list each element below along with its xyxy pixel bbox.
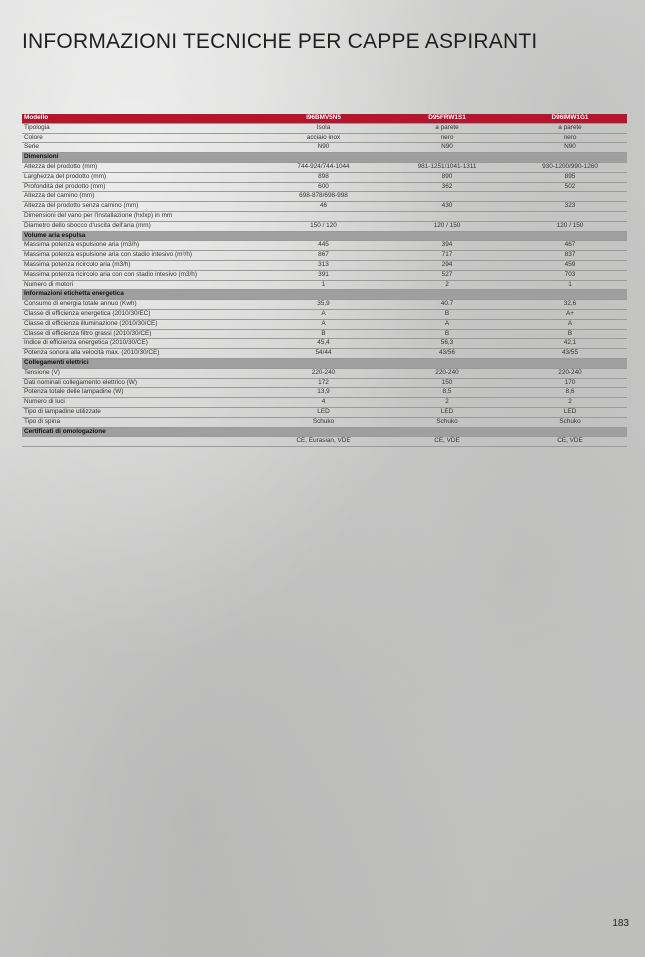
row-value: 13,9 bbox=[266, 388, 381, 398]
spec-table bbox=[22, 114, 627, 447]
table-row bbox=[22, 319, 627, 329]
section-row bbox=[22, 290, 627, 300]
row-value: 220-240 bbox=[381, 368, 513, 378]
row-value: LED bbox=[381, 407, 513, 417]
row-value: 8,5 bbox=[381, 388, 513, 398]
row-value bbox=[513, 211, 627, 221]
row-label: Massima potenza ricircolo aria (m3/h) bbox=[22, 260, 266, 270]
row-value: 8,6 bbox=[513, 388, 627, 398]
row-label: Tipo di spina bbox=[22, 417, 266, 427]
row-label: Numero di motori bbox=[22, 280, 266, 290]
row-value: 527 bbox=[381, 270, 513, 280]
table-row bbox=[22, 378, 627, 388]
row-label: Altezza del prodotto senza camino (mm) bbox=[22, 202, 266, 212]
row-value: A bbox=[266, 319, 381, 329]
row-value: A bbox=[381, 319, 513, 329]
row-value: B bbox=[266, 329, 381, 339]
row-value bbox=[381, 211, 513, 221]
row-value: 2 bbox=[513, 398, 627, 408]
row-value: 170 bbox=[513, 378, 627, 388]
row-value: nero bbox=[513, 133, 627, 143]
row-value: Schuko bbox=[381, 417, 513, 427]
row-value: CE, VDE bbox=[381, 437, 513, 447]
row-value: A bbox=[513, 319, 627, 329]
row-label bbox=[22, 437, 266, 447]
row-value: 981-1251/1041-1311 bbox=[381, 162, 513, 172]
row-value: B bbox=[381, 329, 513, 339]
row-label: Massima potenza espulsione aria (m3/h) bbox=[22, 241, 266, 251]
table-row bbox=[22, 143, 627, 153]
table-row bbox=[22, 260, 627, 270]
page-number: 183 bbox=[612, 918, 629, 929]
row-value: CE, Eurasian, VDE bbox=[266, 437, 381, 447]
row-label: Numero di luci bbox=[22, 398, 266, 408]
row-value: 744-924/744-1044 bbox=[266, 162, 381, 172]
row-value: 837 bbox=[513, 251, 627, 261]
row-value: 4 bbox=[266, 398, 381, 408]
table-row bbox=[22, 368, 627, 378]
row-value: 467 bbox=[513, 241, 627, 251]
row-value: 220-240 bbox=[513, 368, 627, 378]
row-value: a parete bbox=[381, 123, 513, 133]
row-value: 172 bbox=[266, 378, 381, 388]
section-title: Collegamenti elettrici bbox=[22, 358, 627, 368]
row-value: 323 bbox=[513, 202, 627, 212]
row-value: 45,4 bbox=[266, 339, 381, 349]
row-value: Schuko bbox=[513, 417, 627, 427]
row-label: Potenza totale delle lampadine (W) bbox=[22, 388, 266, 398]
section-row bbox=[22, 231, 627, 241]
row-label: Serie bbox=[22, 143, 266, 153]
row-value: 2 bbox=[381, 280, 513, 290]
row-label: Altezza del camino (mm) bbox=[22, 192, 266, 202]
row-value: 895 bbox=[513, 172, 627, 182]
row-value: nero bbox=[381, 133, 513, 143]
table-row bbox=[22, 211, 627, 221]
row-value: Schuko bbox=[266, 417, 381, 427]
row-value: Isola bbox=[266, 123, 381, 133]
table-row bbox=[22, 309, 627, 319]
row-value: 2 bbox=[381, 398, 513, 408]
row-value: A bbox=[266, 309, 381, 319]
row-value: 394 bbox=[381, 241, 513, 251]
row-label: Classe di efficienza energetica (2010/30/EC) bbox=[22, 309, 266, 319]
row-value: 120 / 150 bbox=[513, 221, 627, 231]
row-value: 35,9 bbox=[266, 300, 381, 310]
row-value: 56,3 bbox=[381, 339, 513, 349]
table-row bbox=[22, 172, 627, 182]
table-row bbox=[22, 251, 627, 261]
row-value: N90 bbox=[513, 143, 627, 153]
table-row bbox=[22, 300, 627, 310]
header-model-1: I96BMV5N5 bbox=[266, 114, 381, 123]
row-value: 703 bbox=[513, 270, 627, 280]
row-value: 54/44 bbox=[266, 349, 381, 359]
table-row bbox=[22, 280, 627, 290]
row-value: A+ bbox=[513, 309, 627, 319]
table-row bbox=[22, 162, 627, 172]
row-label: Dati nominali collegamento elettrico (W) bbox=[22, 378, 266, 388]
row-value: 391 bbox=[266, 270, 381, 280]
row-label: Tipo di lampadine utilizzate bbox=[22, 407, 266, 417]
row-value: 32,6 bbox=[513, 300, 627, 310]
row-value: 890 bbox=[381, 172, 513, 182]
row-value: 459 bbox=[513, 260, 627, 270]
row-value: a parete bbox=[513, 123, 627, 133]
row-label: Tipologia bbox=[22, 123, 266, 133]
row-label: Classe di efficienza filtro grassi (2010/30/CE) bbox=[22, 329, 266, 339]
table-row bbox=[22, 437, 627, 447]
row-value: B bbox=[381, 309, 513, 319]
row-value: 220-240 bbox=[266, 368, 381, 378]
section-row bbox=[22, 153, 627, 163]
section-title: Informazioni etichetta energetica bbox=[22, 290, 627, 300]
table-row bbox=[22, 221, 627, 231]
table-row bbox=[22, 192, 627, 202]
row-value: LED bbox=[513, 407, 627, 417]
row-label: Classe di efficienza illuminazione (2010/30/CE) bbox=[22, 319, 266, 329]
row-label: Consumo di energia totale annuo (Kwh) bbox=[22, 300, 266, 310]
table-row bbox=[22, 349, 627, 359]
row-value: 294 bbox=[381, 260, 513, 270]
row-value: 445 bbox=[266, 241, 381, 251]
table-row bbox=[22, 407, 627, 417]
row-value: 120 / 150 bbox=[381, 221, 513, 231]
row-label: Profondità del prodotto (mm) bbox=[22, 182, 266, 192]
page-title: INFORMAZIONI TECNICHE PER CAPPE ASPIRANTI bbox=[22, 30, 538, 53]
row-label: Tensione (V) bbox=[22, 368, 266, 378]
table-row bbox=[22, 270, 627, 280]
row-value: acciaio inox bbox=[266, 133, 381, 143]
table-row bbox=[22, 133, 627, 143]
row-value: LED bbox=[266, 407, 381, 417]
section-title: Certificati di omologazione bbox=[22, 427, 627, 437]
row-value bbox=[513, 192, 627, 202]
table-row bbox=[22, 417, 627, 427]
spec-table-body bbox=[22, 114, 627, 447]
row-label: Potenza sonora alla velocità max. (2010/30/CE) bbox=[22, 349, 266, 359]
row-value: 867 bbox=[266, 251, 381, 261]
row-value: 42,1 bbox=[513, 339, 627, 349]
table-row bbox=[22, 241, 627, 251]
header-model-2: D95FRW1S1 bbox=[381, 114, 513, 123]
row-value bbox=[266, 211, 381, 221]
row-value: 930-1200/990-1260 bbox=[513, 162, 627, 172]
header-model-3: D96IMW1G1 bbox=[513, 114, 627, 123]
row-value: N90 bbox=[381, 143, 513, 153]
row-value: 150 / 120 bbox=[266, 221, 381, 231]
row-value: 430 bbox=[381, 202, 513, 212]
table-row bbox=[22, 388, 627, 398]
table-row bbox=[22, 202, 627, 212]
row-value: 898 bbox=[266, 172, 381, 182]
row-label: Massima potenza ricircolo aria con con stadio intesivo (m3/h) bbox=[22, 270, 266, 280]
row-value: 43/56 bbox=[381, 349, 513, 359]
row-value: 717 bbox=[381, 251, 513, 261]
row-value: CE, VDE bbox=[513, 437, 627, 447]
row-label: Colore bbox=[22, 133, 266, 143]
row-label: Diametro dello sbocco d'uscita dell'aria (mm) bbox=[22, 221, 266, 231]
row-value: N90 bbox=[266, 143, 381, 153]
row-label: Indice di efficienza energetica (2010/30/CE) bbox=[22, 339, 266, 349]
row-label: Massima potenza espulsione aria con stadio intesivo (m³/h) bbox=[22, 251, 266, 261]
row-value bbox=[381, 192, 513, 202]
row-label: Altezza del prodotto (mm) bbox=[22, 162, 266, 172]
row-value: 502 bbox=[513, 182, 627, 192]
table-header-row bbox=[22, 114, 627, 123]
section-row bbox=[22, 358, 627, 368]
row-value: B bbox=[513, 329, 627, 339]
section-title: Dimensioni bbox=[22, 153, 627, 163]
row-value: 40.7 bbox=[381, 300, 513, 310]
row-label: Dimensioni del vano per l'installazione (hxlxp) in mm bbox=[22, 211, 266, 221]
table-row bbox=[22, 339, 627, 349]
table-row bbox=[22, 398, 627, 408]
section-title: Volume aria espulsa bbox=[22, 231, 627, 241]
header-model-label: Modello bbox=[22, 114, 266, 123]
table-row bbox=[22, 329, 627, 339]
row-value: 1 bbox=[513, 280, 627, 290]
row-value: 150 bbox=[381, 378, 513, 388]
row-value: 46 bbox=[266, 202, 381, 212]
row-label: Larghezza del prodotto (mm) bbox=[22, 172, 266, 182]
table-row bbox=[22, 182, 627, 192]
row-value: 313 bbox=[266, 260, 381, 270]
row-value: 43/55 bbox=[513, 349, 627, 359]
row-value: 362 bbox=[381, 182, 513, 192]
row-value: 698-878/698-998 bbox=[266, 192, 381, 202]
row-value: 1 bbox=[266, 280, 381, 290]
row-value: 600 bbox=[266, 182, 381, 192]
section-row bbox=[22, 427, 627, 437]
table-row bbox=[22, 123, 627, 133]
